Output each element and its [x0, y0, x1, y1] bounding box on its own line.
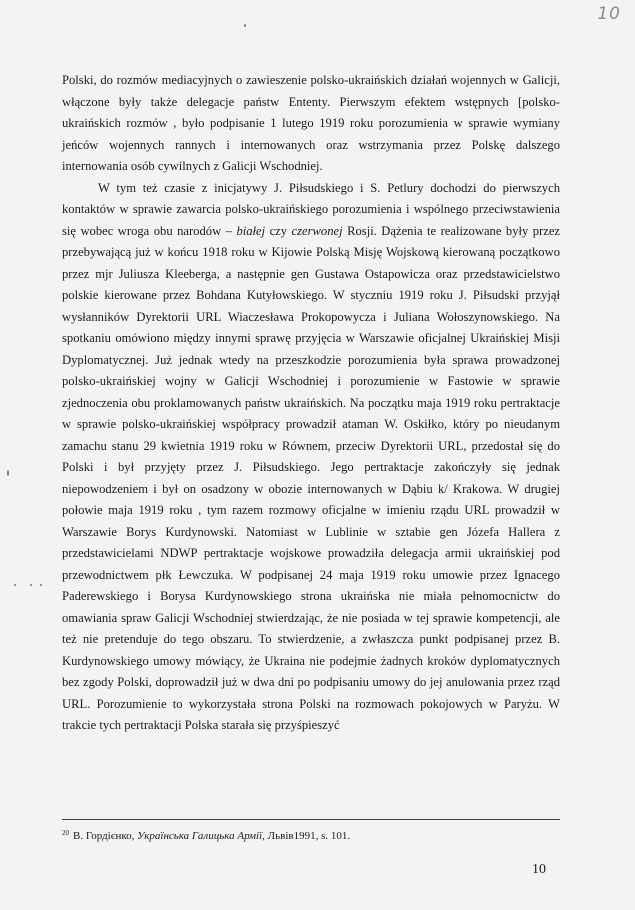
- footnote-marker: 20: [62, 829, 69, 837]
- paragraph-2: [62, 178, 560, 737]
- handwritten-page-number: 10: [597, 4, 621, 24]
- footnote-author: В. Гордієнко,: [73, 830, 138, 842]
- body-text: [62, 70, 560, 737]
- paragraph-2-rest: Rosji. Dążenia te realizowane były przez przebywającą już w końcu 1918 roku w Kijowie Polską Misję Wojskową kierowaną początkowo przez mjr Juliusza Kleeberga, a następnie gen Gustawa Ostapowicza oraz przedstawicielstwo polskie kierowane przez Bohdana Kutyłowskiego. W styczniu 1919 roku J. Piłsudski przyjął wysłanników Dyrektorii URL Wiaczesława Prokopowycza i Juliana Wołoszynowskiego. Na spotkaniu omówiono między innymi sprawę przyjęcia w Warszawie oficjalnej Ukraińskiej Misji Dyplomatycznej. Już jednak wtedy na przeszkodzie porozumienia była sprawa prowadzonej polsko-ukraińskiej wojny w Galicji Wschodniej i porozumienie w Fastowie w sprawie zjednoczenia obu proklamowanych państw ukraińskich. Na początku maja 1919 roku pertraktacje w sprawie polsko-ukraińskiej współpracy prowadził ataman W. Oskiłko, który po nieudanym zamachu stanu 29 kwietnia 1919 roku w Równem, przeciw Dyrektorii URL, przedostał się do Polski i był przyjęty przez J. Piłsudskiego. Jego pertraktacje zakończyły się jednak niepowodzeniem i był on osadzony w obozie internowanych w Dąbiu k/ Krakowa. W drugiej połowie maja 1919 roku , tym razem rozmowy oficjalne w imieniu rządu URL prowadził w Warszawie Borys Kurdynowski. Natomiast w Lublinie w sztabie gen Józefa Hallera z przedstawicielami NDWP pertraktacje wojskowe prowadziła delegacja armii ukraińskiej pod przewodnictwem płk Łewczuka. W podpisanej 24 maja 1919 roku umowie przez Ignacego Paderewskiego i Borysa Kurdynowskiego strona ukraińska nie miała pełnomocnictw do omawiania spraw Galicji Wschodniej stwierdzając, że nie posiada w tej sprawie kompetencji, ale też nie pretenduje do tego obszaru. To stwierdzenie, a zwłaszcza punkt podpisanej przez B. Kurdynowskiego umowy mówiący, że Ukraina nie podejmie żadnych kroków dyplomatycznych bez zgody Polski, doprowadził już w dwa dni po podpisaniu umowy do jej anulowania przez rząd URL. Porozumienie to wykorzystała strona Polski na rozmowach pokojowych w Paryżu. W trakcie tych pertraktacji Polska starała się przyśpieszyć: [62, 223, 561, 732]
- scan-speck: [7, 470, 9, 476]
- page-number: 10: [532, 862, 546, 877]
- scan-speck: [40, 584, 42, 586]
- footnote-separator: [62, 819, 560, 820]
- italic-white: białej: [236, 223, 266, 238]
- scan-speck: [30, 584, 32, 586]
- italic-red: czerwonej: [291, 223, 343, 238]
- paragraph-2-start: W tym też czasie z inicjatywy J. Piłsudskiego i S. Petlury dochodzi do pierwszych kontaktów w sprawie zawarcia polsko-ukraińskiego porozumienia i wspólnego przeciwstawienia się wobec wroga obu narodów –: [62, 180, 560, 238]
- scan-speck: [244, 24, 246, 27]
- footnote-rest: , Львів1991, s. 101.: [262, 830, 351, 842]
- paragraph-1: Polski, do rozmów mediacyjnych o zawieszenie polsko-ukraińskich działań wojennych w Galicji, włączone były także delegacje państw Ententy. Pierwszym efektem wstępnych [polsko-ukraińskich rozmów , było podpisanie 1 lutego 1919 roku porozumienia w sprawie wymiany jeńców wojennych rannych i internowanych oraz wstrzymania przez Polskę dalszego internowania osób cywilnych z Galicji Wschodniej.: [62, 73, 560, 173]
- scan-speck: [14, 584, 16, 586]
- footnote-title: Українська Галицька Армії: [137, 830, 263, 842]
- italic-connector: czy: [265, 223, 292, 238]
- footnote: [62, 826, 560, 843]
